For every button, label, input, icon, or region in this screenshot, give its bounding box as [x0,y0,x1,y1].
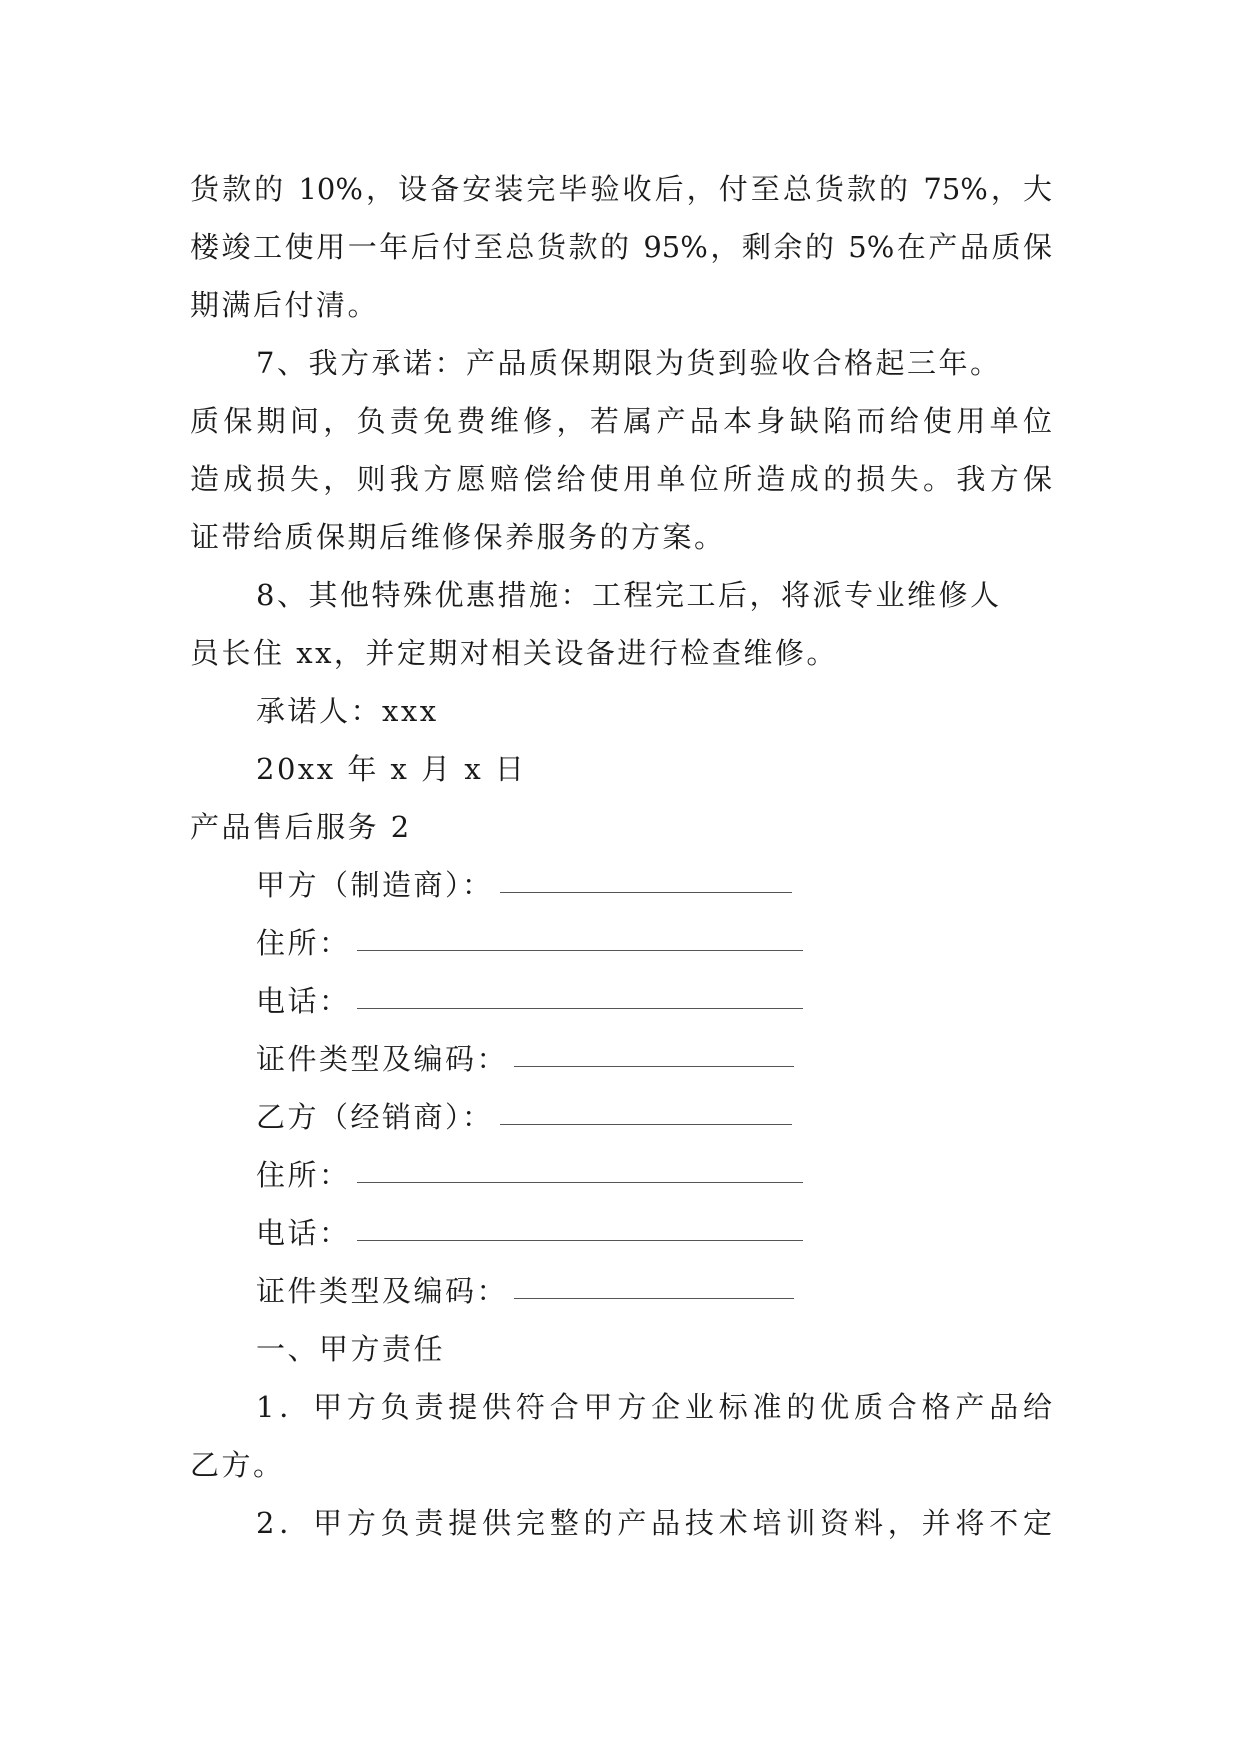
blank-line [514,1066,794,1067]
paragraph-line: 楼竣工使用一年后付至总货款的 95%，剩余的 5%在产品质保 [190,230,1052,264]
paragraph-line: 证带给质保期后维修保养服务的方案。 [190,520,726,554]
blank-line [357,1240,803,1241]
blank-line [357,950,803,951]
field-label: 住所： [256,1158,351,1192]
form-field-phone-b [190,1204,1052,1262]
subsection-heading: 一、甲方责任 [256,1332,446,1366]
field-label: 电话： [256,1216,351,1250]
form-field-party-a [190,856,1052,914]
form-field-phone-a [190,972,1052,1030]
paragraph-line: 乙方。 [190,1448,285,1482]
blank-line [500,892,792,893]
section-heading: 产品售后服务 2 [190,810,412,844]
field-label: 证件类型及编码： [256,1274,509,1308]
paragraph-line: 1．甲方负责提供符合甲方企业标准的优质合格产品给 [256,1390,1052,1424]
form-field-party-b [190,1088,1052,1146]
form-field-address-b [190,1146,1052,1204]
paragraph-line: 期满后付清。 [190,288,380,322]
field-label: 证件类型及编码： [256,1042,509,1076]
field-label: 住所： [256,926,351,960]
paragraph-line: 2．甲方负责提供完整的产品技术培训资料，并将不定 [256,1506,1052,1540]
signatory-line: 承诺人：xxx [256,694,439,728]
field-label: 电话： [256,984,351,1018]
paragraph-line: 员长住 xx，并定期对相关设备进行检查维修。 [190,636,838,670]
date-line: 20xx 年 x 月 x 日 [256,752,527,786]
field-label: 甲方（制造商）： [256,868,494,902]
blank-line [357,1008,803,1009]
paragraph-line: 货款的 10%，设备安装完毕验收后，付至总货款的 75%，大 [190,172,1052,206]
paragraph-line: 7、我方承诺：产品质保期限为货到验收合格起三年。 [256,346,1002,380]
paragraph-line: 8、其他特殊优惠措施：工程完工后，将派专业维修人 [256,578,1002,612]
paragraph-line: 造成损失，则我方愿赔偿给使用单位所造成的损失。我方保 [190,462,1052,496]
paragraph-line: 质保期间，负责免费维修，若属产品本身缺陷而给使用单位 [190,404,1052,438]
blank-line [514,1298,794,1299]
form-field-id-a [190,1030,1052,1088]
document-body [190,160,1052,1552]
blank-line [357,1182,803,1183]
form-field-id-b [190,1262,1052,1320]
blank-line [500,1124,792,1125]
form-field-address-a [190,914,1052,972]
field-label: 乙方（经销商）： [256,1100,494,1134]
